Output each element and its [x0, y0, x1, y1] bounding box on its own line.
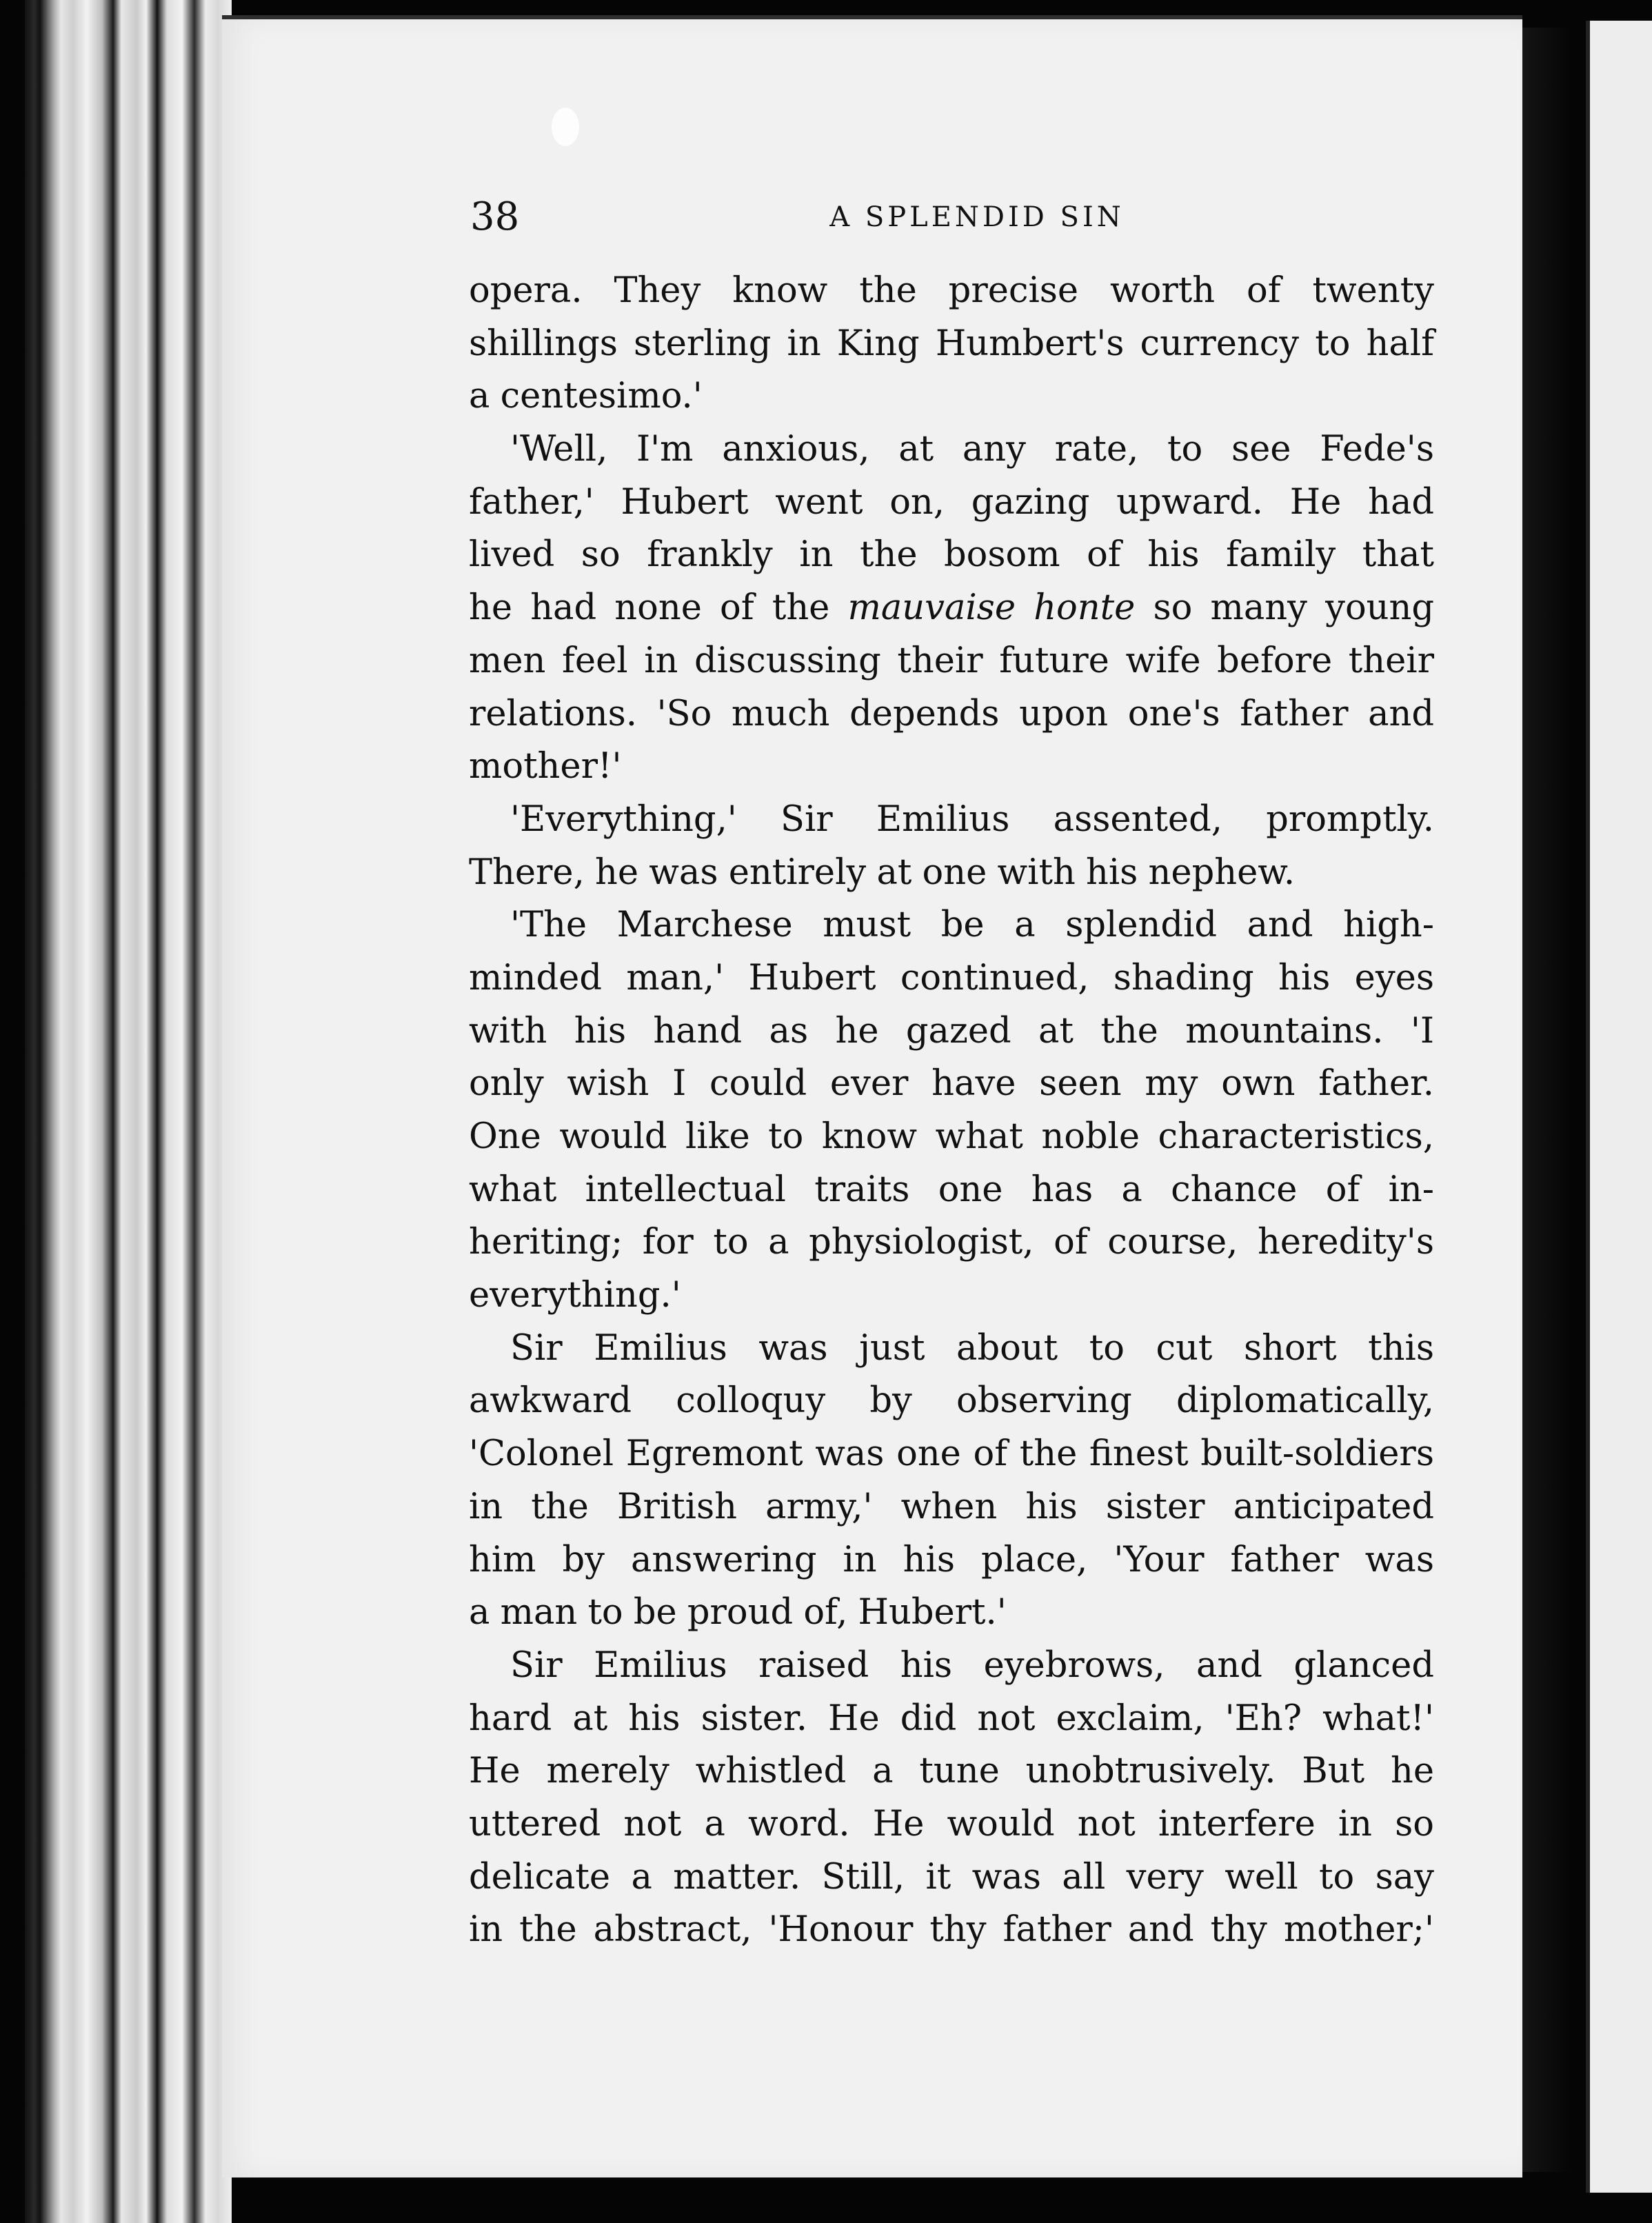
text-line: 'Colonel Egremont was one of the finest built-soldiers: [469, 1434, 1434, 1475]
text-line: lived so frankly in the bosom of his family that: [469, 534, 1434, 576]
text-line: a man to be proud of, Hubert.': [469, 1592, 1007, 1633]
paper-speck: [552, 108, 579, 146]
text-line: in the British army,' when his sister anticipated: [469, 1486, 1434, 1527]
text-line: father,' Hubert went on, gazing upward. He had: [469, 481, 1434, 523]
text-line: minded man,' Hubert continued, shading his eyes: [469, 957, 1434, 998]
facing-page-edge: [1586, 21, 1652, 2193]
running-title: A SPLENDID SIN: [829, 201, 1125, 233]
text-line: There, he was entirely at one with his nephew.: [469, 852, 1296, 893]
text-line-segment: he had none of the: [469, 587, 848, 629]
text-line: 'Everything,' Sir Emilius assented, promptly.: [510, 798, 1434, 840]
running-head: [470, 193, 1442, 241]
text-line: what intellectual traits one has a chance of in-: [469, 1169, 1434, 1210]
text-line: Sir Emilius was just about to cut short this: [510, 1327, 1434, 1369]
text-line: [469, 582, 1434, 635]
text-line: in the abstract, 'Honour thy father and thy mother;': [469, 1909, 1434, 1951]
text-line: shillings sterling in King Humbert's currency to half: [469, 323, 1434, 364]
text-line: He merely whistled a tune unobtrusively. But he: [469, 1751, 1434, 1792]
text-line: 'Well, I'm anxious, at any rate, to see Fede's: [510, 429, 1434, 470]
text-line: him by answering in his place, 'Your father was: [469, 1539, 1434, 1580]
text-line: everything.': [469, 1275, 681, 1316]
text-line: mother!': [469, 746, 622, 787]
text-line: delicate a matter. Still, it was all very well to say: [469, 1856, 1434, 1898]
text-line: men feel in discussing their future wife before their: [469, 640, 1434, 681]
text-line-segment: so many young: [1135, 587, 1435, 629]
page-number: 38: [470, 194, 520, 239]
italic-phrase: mauvaise honte: [847, 587, 1136, 629]
text-line: Sir Emilius raised his eyebrows, and glanced: [510, 1644, 1434, 1686]
text-line: One would like to know what noble characteristics,: [469, 1116, 1434, 1157]
text-line: 'The Marchese must be a splendid and high-: [510, 905, 1434, 946]
text-line: relations. 'So much depends upon one's father and: [469, 693, 1434, 734]
page-edge-stack: [25, 0, 232, 2223]
text-line: uttered not a word. He would not interfere in so: [469, 1803, 1434, 1844]
text-line: opera. They know the precise worth of twenty: [469, 270, 1434, 311]
text-line: only wish I could ever have seen my own father.: [469, 1063, 1434, 1105]
text-line: hard at his sister. He did not exclaim, 'Eh? what!': [469, 1698, 1434, 1739]
text-line: heriting; for to a physiologist, of course, heredity's: [469, 1222, 1434, 1263]
body-text: [469, 265, 1434, 1957]
text-line: awkward colloquy by observing diplomatically,: [469, 1380, 1434, 1422]
text-line: with his hand as he gazed at the mountains. 'I: [469, 1010, 1434, 1052]
text-line: a centesimo.': [469, 376, 703, 417]
